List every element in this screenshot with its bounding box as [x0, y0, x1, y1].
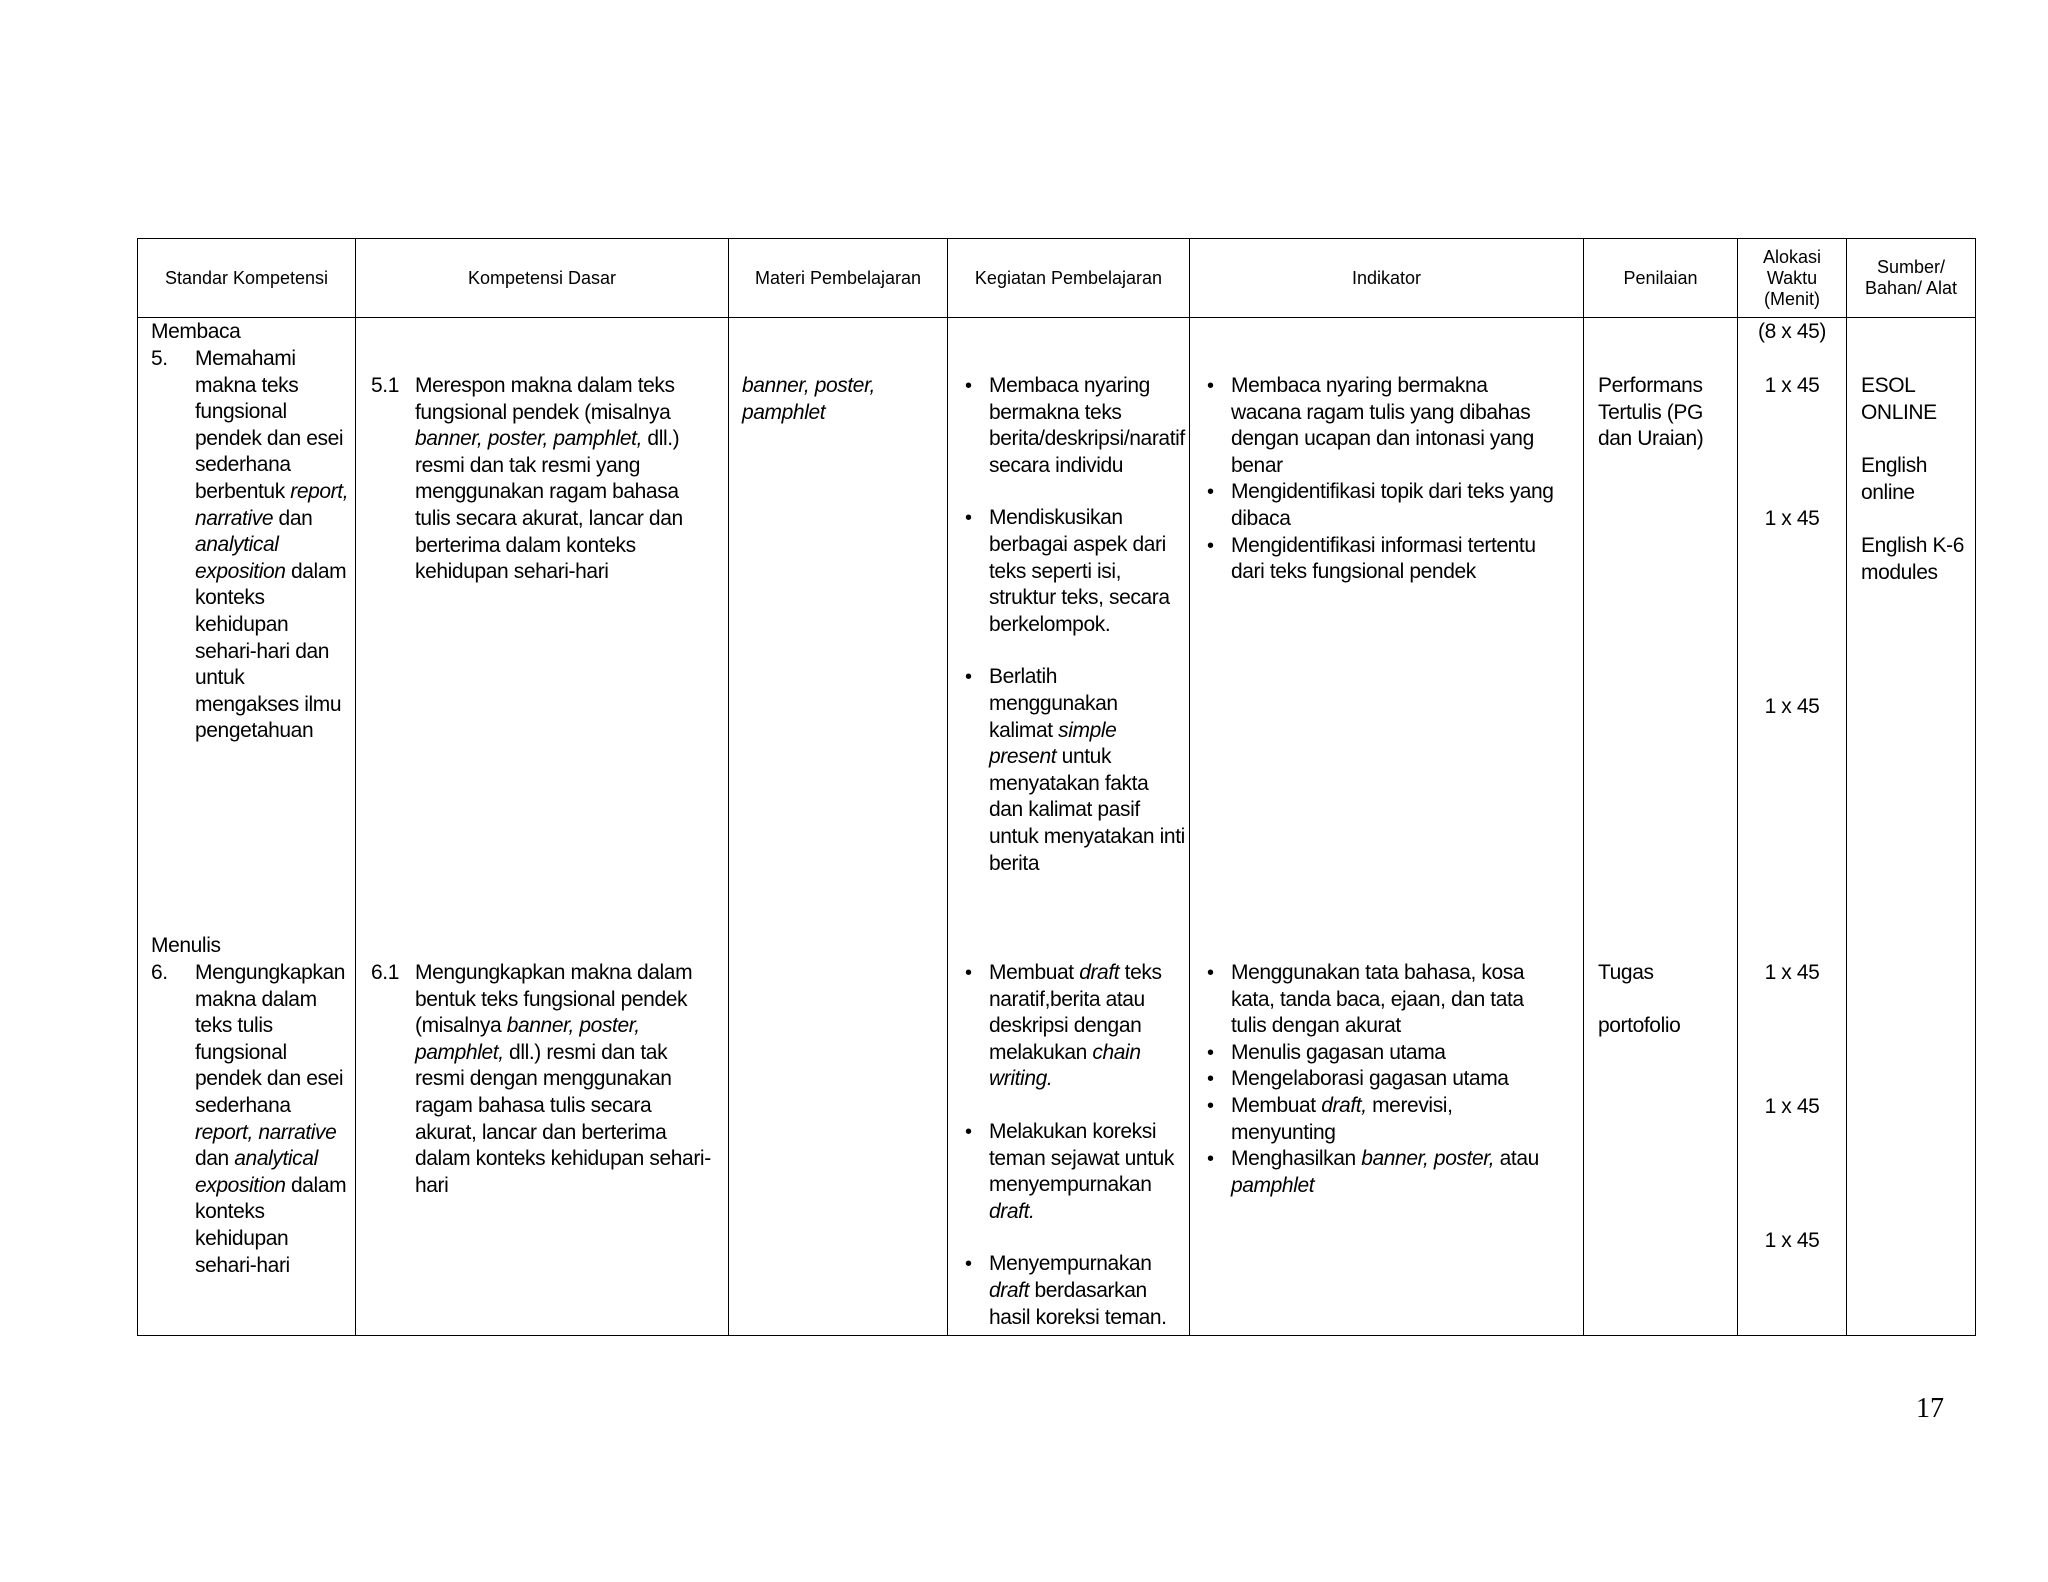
kegiatan-item: • Berlatih menggunakan kalimat simple present untuk menyatakan fakta dan kalimat pasif untuk menyatakan inti berita [957, 664, 1185, 877]
sk-text: Mengungkapkan makna dalam teks tulis fungsional pendek dan esei sederhana report, narrative dan analytical exposition dalam konteks kehidupan sehari-hari [195, 961, 347, 1277]
kegiatan-list-membaca [957, 373, 1185, 877]
indikator-item: • Mengelaborasi gagasan utama [1199, 1066, 1561, 1093]
indikator-item: • Membuat draft, merevisi, menyunting [1199, 1093, 1561, 1146]
cell-penilaian [1584, 318, 1738, 1336]
kd-membaca [371, 373, 717, 586]
header-row [138, 239, 1976, 318]
silabus-table [137, 238, 1976, 1336]
header-kompetensi-dasar: Kompetensi Dasar [356, 239, 729, 318]
kd-text: Mengungkapkan makna dalam bentuk teks fungsional pendek (misalnya banner, poster, pamphlet, dll.) resmi dan tak resmi dengan menggunakan ragam bahasa tulis secara akurat, lancar dan berterima dalam konteks kehidupan sehari-hari [415, 961, 711, 1197]
penilaian-menulis-portofolio: portofolio [1598, 1014, 1681, 1037]
body-row [138, 318, 1976, 1336]
cell-alokasi [1738, 318, 1847, 1336]
header-standar-kompetensi: Standar Kompetensi [138, 239, 356, 318]
materi-membaca: banner, poster, pamphlet [742, 374, 875, 424]
cell-indikator [1190, 318, 1584, 1336]
indikator-item: • Menggunakan tata bahasa, kosa kata, tanda baca, ejaan, dan tata tulis dengan akurat [1199, 960, 1561, 1040]
header-kegiatan: Kegiatan Pembelajaran [948, 239, 1190, 318]
cell-materi [729, 318, 948, 1336]
sk-membaca [151, 346, 351, 745]
cell-kegiatan [948, 318, 1190, 1336]
page-number: 17 [1916, 1393, 1944, 1424]
alokasi-item: 1 x 45 [1764, 374, 1820, 397]
header-indikator: Indikator [1190, 239, 1584, 318]
sk-text: Memahami makna teks fungsional pendek dan esei sederhana berbentuk report, narrative dan analytical exposition dalam konteks kehidupan sehari-hari dan untuk mengakses ilmu pengetahuan [195, 347, 349, 743]
cell-kompetensi-dasar [356, 318, 729, 1336]
sk-menulis [151, 960, 351, 1279]
sk-number: 6. [151, 961, 168, 984]
alokasi-total: (8 x 45) [1758, 320, 1826, 343]
alokasi-item: 1 x 45 [1764, 1095, 1820, 1118]
penilaian-membaca: Performans Tertulis (PG dan Uraian) [1598, 374, 1704, 451]
kegiatan-item: • Membuat draft teks naratif,berita atau deskripsi dengan melakukan chain writing. [957, 960, 1185, 1093]
indikator-item: • Mengidentifikasi informasi tertentu dari teks fungsional pendek [1199, 533, 1561, 586]
indikator-list-membaca [1199, 373, 1561, 586]
kd-text: Merespon makna dalam teks fungsional pendek (misalnya banner, poster, pamphlet, dll.) resmi dan tak resmi yang menggunakan ragam bahasa tulis secara akurat, lancar dan berterima dalam konteks kehidupan sehari-hari [415, 374, 683, 584]
alokasi-item: 1 x 45 [1764, 1229, 1820, 1252]
kd-menulis [371, 960, 717, 1199]
kegiatan-item: • Membaca nyaring bermakna teks berita/deskripsi/naratif secara individu [957, 373, 1185, 479]
sumber-item: ESOL ONLINE [1861, 374, 1937, 424]
sumber-item: English online [1861, 454, 1928, 504]
sk-number: 5. [151, 347, 168, 370]
kd-number: 6.1 [371, 961, 399, 984]
indikator-item: • Mengidentifikasi topik dari teks yang dibaca [1199, 479, 1561, 532]
header-sumber: Sumber/ Bahan/ Alat [1847, 239, 1976, 318]
kegiatan-item: • Menyempurnakan draft berdasarkan hasil koreksi teman. [957, 1251, 1185, 1331]
indikator-item: • Menulis gagasan utama [1199, 1040, 1561, 1067]
cell-standar-kompetensi [138, 318, 356, 1336]
alokasi-item: 1 x 45 [1764, 695, 1820, 718]
alokasi-item: 1 x 45 [1764, 961, 1820, 984]
section-membaca: Membaca [151, 320, 241, 343]
header-penilaian: Penilaian [1584, 239, 1738, 318]
section-menulis: Menulis [151, 934, 221, 957]
kegiatan-item: • Mendiskusikan berbagai aspek dari teks seperti isi, struktur teks, secara berkelompok. [957, 505, 1185, 638]
sumber-item: English K-6 modules [1861, 534, 1964, 584]
indikator-list-menulis [1199, 960, 1561, 1199]
indikator-item: • Menghasilkan banner, poster, atau pamphlet [1199, 1146, 1561, 1199]
indikator-item: • Membaca nyaring bermakna wacana ragam tulis yang dibahas dengan ucapan dan intonasi yang benar [1199, 373, 1561, 479]
kegiatan-item: • Melakukan koreksi teman sejawat untuk menyempurnakan draft. [957, 1119, 1185, 1225]
header-alokasi: Alokasi Waktu (Menit) [1738, 239, 1847, 318]
penilaian-menulis-tugas: Tugas [1598, 961, 1654, 984]
cell-sumber [1847, 318, 1976, 1336]
alokasi-item: 1 x 45 [1764, 507, 1820, 530]
header-materi: Materi Pembelajaran [729, 239, 948, 318]
kd-number: 5.1 [371, 374, 399, 397]
kegiatan-list-menulis [957, 960, 1185, 1331]
